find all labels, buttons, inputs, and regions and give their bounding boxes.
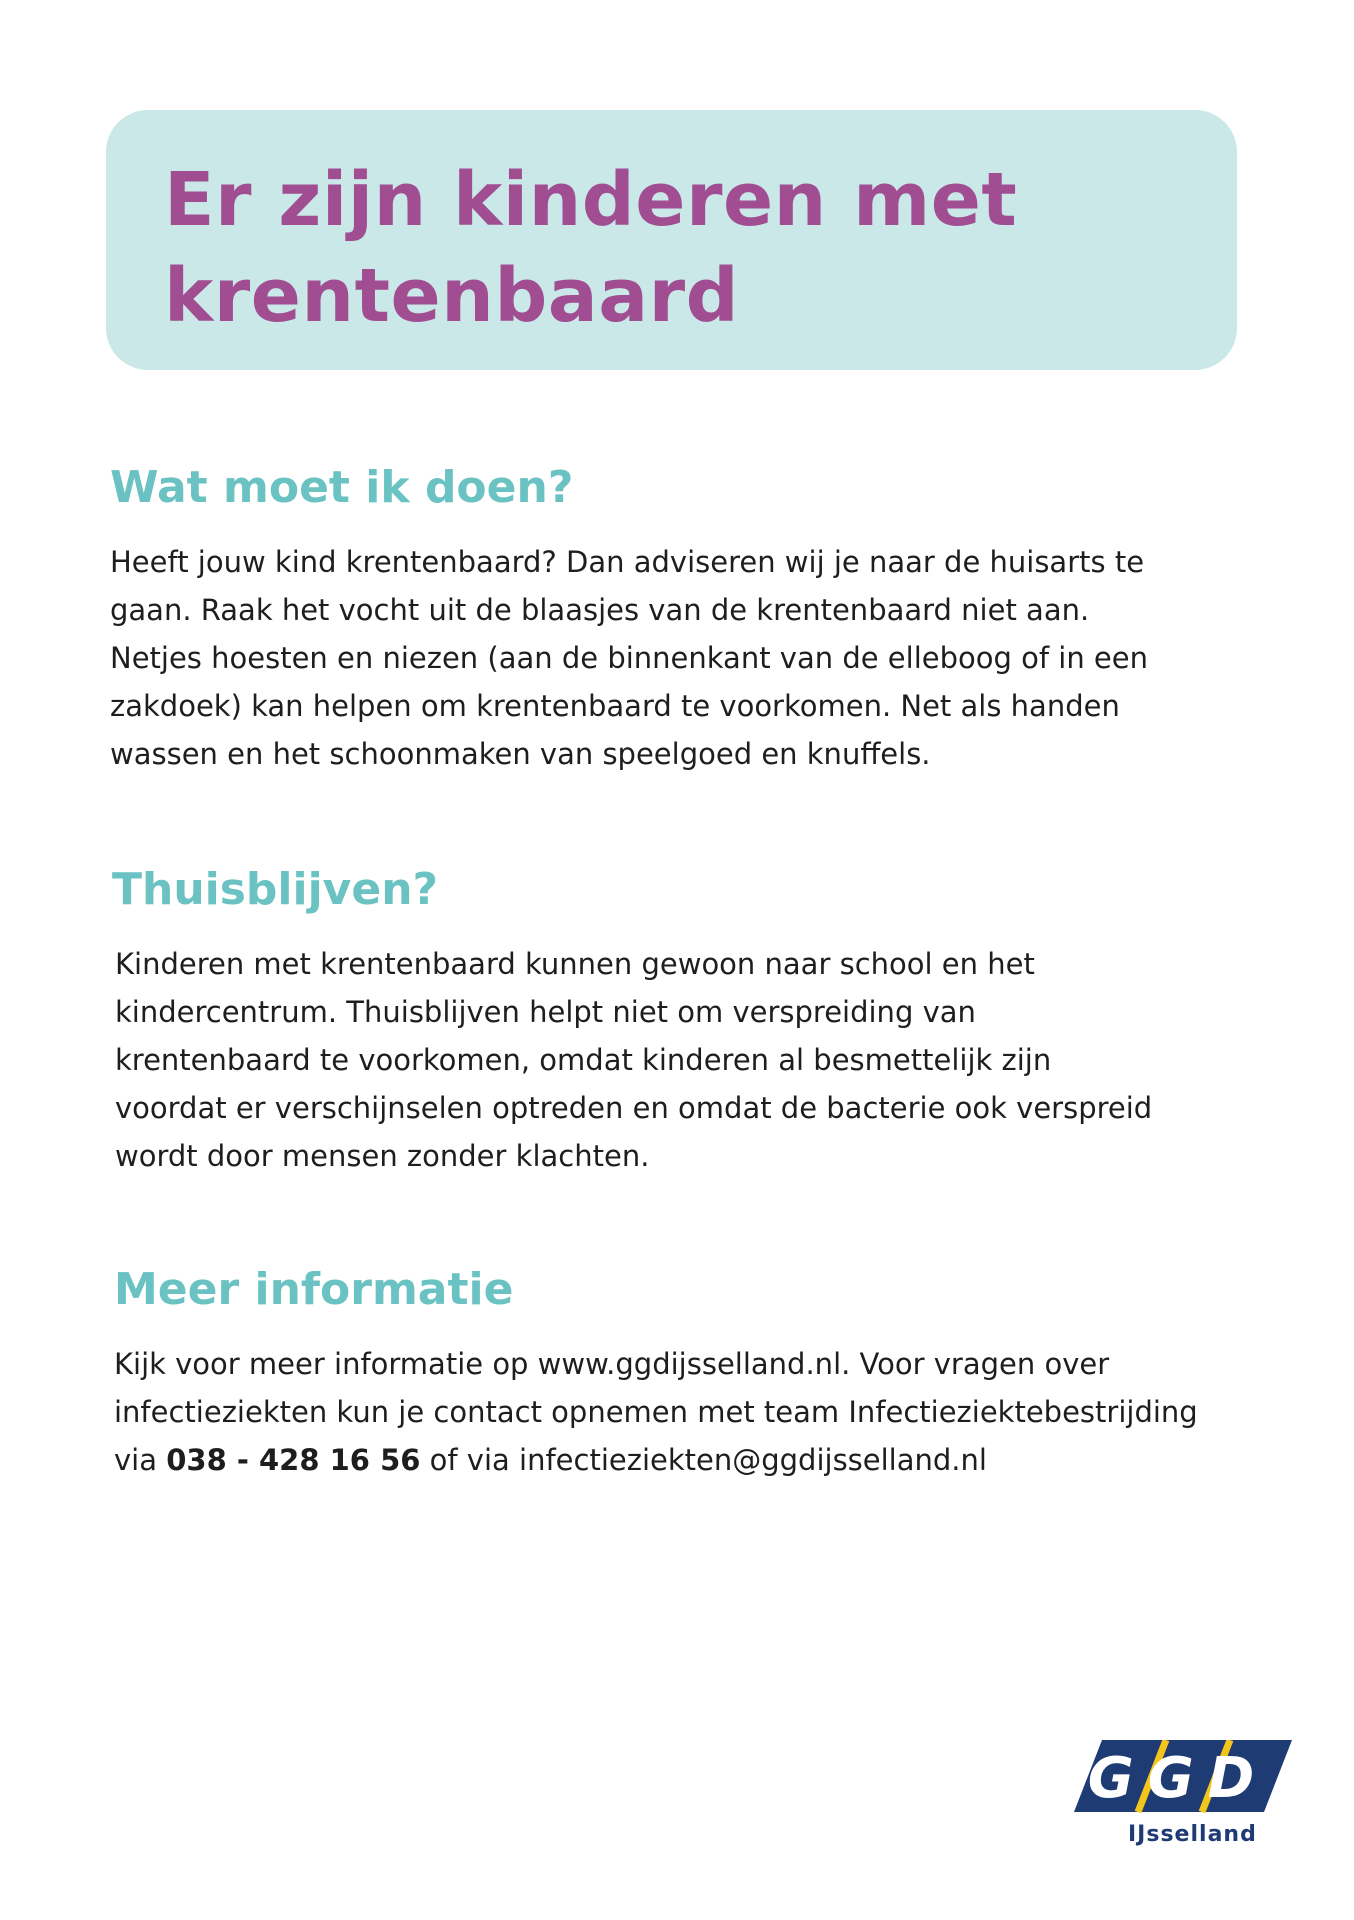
section-heading: Wat moet ik doen? — [110, 462, 574, 513]
page-title — [164, 152, 1237, 344]
page-title-line-1: Er zijn kinderen met — [164, 157, 1018, 243]
section-paragraph — [114, 1340, 1314, 1484]
paragraph-line: gaan. Raak het vocht uit de blaasjes van de krentenbaard niet aan. — [110, 593, 1090, 627]
paragraph-line: zakdoek) kan helpen om krentenbaard te voorkomen. Net als handen — [110, 689, 1120, 723]
logo-subtitle: IJsselland — [1128, 1822, 1257, 1847]
paragraph-line: kindercentrum. Thuisblijven helpt niet om verspreiding van — [115, 995, 976, 1029]
contact-email-text[interactable]: of via infectieziekten@ggdijsselland.nl — [420, 1443, 987, 1477]
page-title-line-2: krentenbaard — [164, 253, 740, 339]
section-heading: Meer informatie — [114, 1264, 514, 1315]
paragraph-line: voordat er verschijnselen optreden en omdat de bacterie ook verspreid — [115, 1091, 1153, 1125]
paragraph-line: wordt door mensen zonder klachten. — [115, 1139, 650, 1173]
paragraph-line: infectieziekten kun je contact opnemen met team Infectieziektebestrijding — [114, 1395, 1198, 1429]
paragraph-line: wassen en het schoonmaken van speelgoed en knuffels. — [110, 737, 931, 771]
section-wat-moet-ik-doen — [110, 460, 1310, 778]
section-heading: Thuisblijven? — [112, 864, 439, 915]
phone-number[interactable]: 038 - 428 16 56 — [166, 1443, 421, 1477]
section-paragraph — [110, 538, 1310, 778]
paragraph-line: Heeft jouw kind krentenbaard? Dan adviseren wij je naar de huisarts te — [110, 545, 1145, 579]
section-paragraph — [112, 940, 1312, 1180]
logo-text: GGD — [1087, 1746, 1269, 1811]
section-meer-informatie — [114, 1262, 1314, 1484]
paragraph-line-contact — [114, 1436, 1314, 1484]
paragraph-line: Netjes hoesten en niezen (aan de binnenkant van de elleboog of in een — [110, 641, 1148, 675]
paragraph-line: Kijk voor meer informatie op www.ggdijsselland.nl. Voor vragen over — [114, 1347, 1110, 1381]
section-thuisblijven — [112, 862, 1312, 1180]
paragraph-line: krentenbaard te voorkomen, omdat kinderen al besmettelijk zijn — [115, 1043, 1052, 1077]
paragraph-line: Kinderen met krentenbaard kunnen gewoon naar school en het — [115, 947, 1035, 981]
title-banner — [106, 110, 1237, 370]
contact-prefix: via — [114, 1443, 167, 1477]
